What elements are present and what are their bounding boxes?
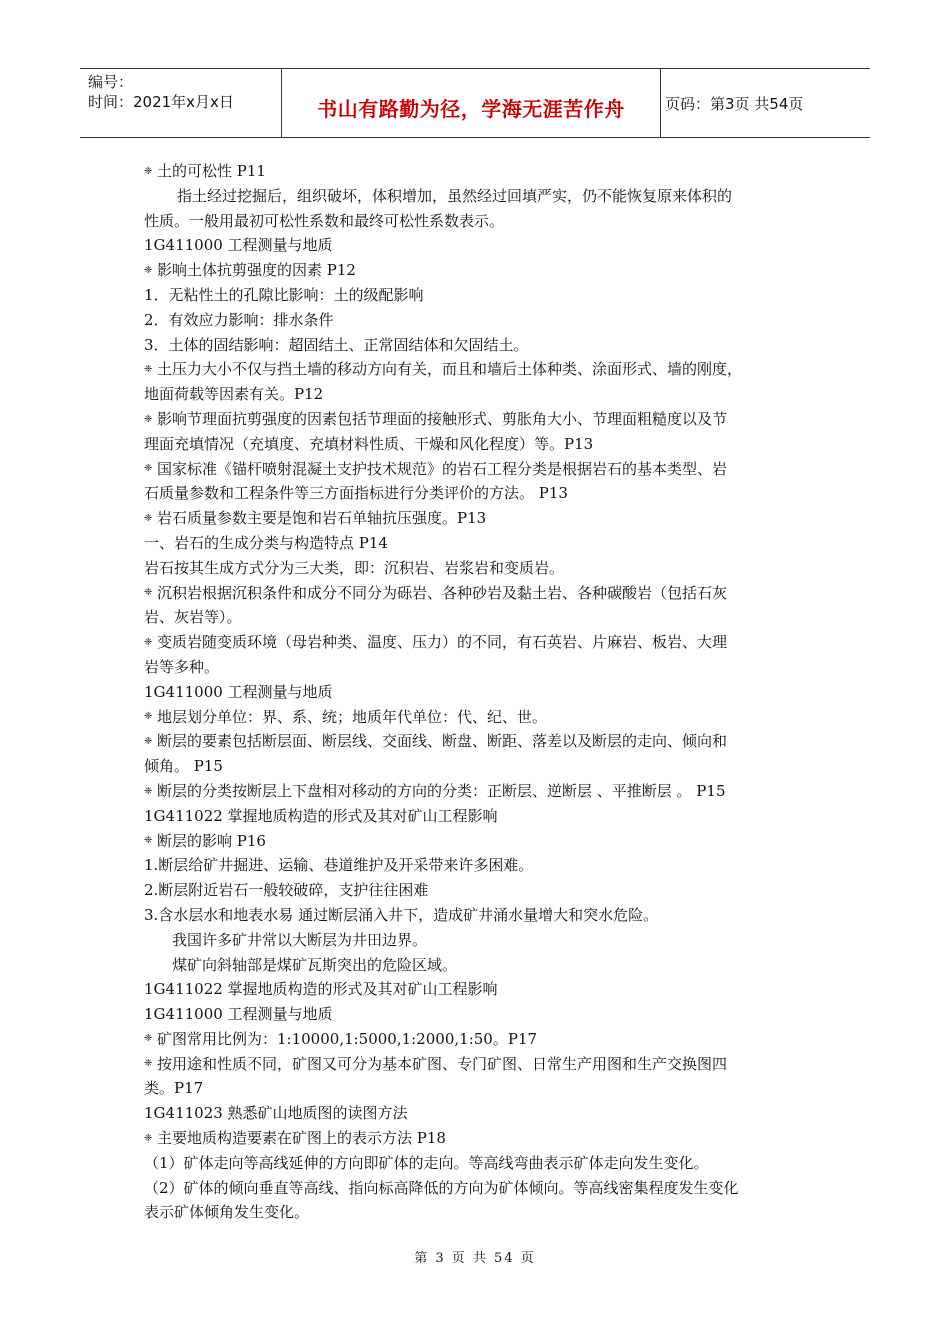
bullet-icon: ❈ xyxy=(144,463,153,475)
line-text: 类。P17 xyxy=(144,1079,204,1098)
bullet-icon: ❈ xyxy=(144,735,153,747)
text-line xyxy=(144,1101,816,1126)
text-line xyxy=(144,382,816,407)
header-motto: 书山有路勤为径，学海无涯苦作舟 xyxy=(317,97,625,121)
bullet-icon: ❈ xyxy=(144,587,153,599)
text-line xyxy=(144,705,816,730)
header-page-info: 页码：第3页 共54页 xyxy=(665,95,804,113)
text-line xyxy=(144,1027,816,1052)
line-text: 地面荷载等因素有关。P12 xyxy=(144,385,324,404)
line-text: 我国许多矿井常以大断层为井田边界。 xyxy=(172,930,428,949)
bullet-icon: ❈ xyxy=(144,785,153,797)
bullet-icon: ❈ xyxy=(144,264,153,276)
line-text: 1G411023 熟悉矿山地质图的读图方法 xyxy=(144,1104,408,1123)
text-line xyxy=(144,1176,816,1201)
bullet-icon: ❈ xyxy=(144,413,153,425)
line-text: 煤矿向斜轴部是煤矿瓦斯突出的危险区域。 xyxy=(172,955,458,974)
text-line xyxy=(144,308,816,333)
line-text: 表示矿体倾角发生变化。 xyxy=(144,1203,310,1222)
text-line xyxy=(144,233,816,258)
bullet-icon: ❈ xyxy=(144,363,153,375)
line-text: 按用途和性质不同，矿图又可分为基本矿图、专门矿图、日常生产用图和生产交换图四 xyxy=(157,1054,728,1073)
text-line xyxy=(144,159,816,184)
line-text: 理面充填情况（充填度、充填材料性质、干燥和风化程度）等。P13 xyxy=(144,434,594,453)
line-text: 岩石质量参数主要是饱和岩石单轴抗压强度。P13 xyxy=(157,509,487,528)
line-text: 倾角。 P15 xyxy=(144,757,223,776)
line-text: 1G411000 工程测量与地质 xyxy=(144,682,333,701)
line-text: 1G411022 掌握地质构造的形式及其对矿山工程影响 xyxy=(144,806,498,825)
text-line xyxy=(144,779,816,804)
text-line xyxy=(144,804,816,829)
text-line xyxy=(144,258,816,283)
line-text: 地层划分单位：界、系、统；地质年代单位：代、纪、世。 xyxy=(157,707,548,726)
text-line xyxy=(144,903,816,928)
text-line xyxy=(144,581,816,606)
text-line xyxy=(144,209,816,234)
line-text: 1G411022 掌握地质构造的形式及其对矿山工程影响 xyxy=(144,980,498,999)
line-text: 断层的分类按断层上下盘相对移动的方向的分类：正断层、逆断层 、平推断层 。 P15 xyxy=(157,781,726,800)
line-text: （1）矿体走向等高线延伸的方向即矿体的走向。等高线弯曲表示矿体走向发生变化。 xyxy=(144,1153,709,1172)
line-text: 指土经过挖掘后，组织破坏，体积增加，虽然经过回填严实，仍不能恢复原来体积的 xyxy=(177,186,733,205)
line-text: 土压力大小不仅与挡土墙的移动方向有关，而且和墙后土体种类、涂面形式、墙的刚度， xyxy=(157,360,743,379)
line-text: 主要地质构造要素在矿图上的表示方法 P18 xyxy=(157,1129,446,1148)
line-text: 1G411000 工程测量与地质 xyxy=(144,236,333,255)
page-footer: 第 3 页 共 54 页 xyxy=(414,1251,536,1266)
text-line xyxy=(144,432,816,457)
text-line xyxy=(144,605,816,630)
bullet-icon: ❈ xyxy=(144,1058,153,1070)
line-text: 石质量参数和工程条件等三方面指标进行分类评价的方法。 P13 xyxy=(144,484,568,503)
header-page-cell xyxy=(661,69,870,137)
text-line xyxy=(144,1002,816,1027)
line-text: 2.断层附近岩石一般较破碎，支护往往困难 xyxy=(144,881,429,900)
line-text: 土的可松性 P11 xyxy=(157,162,266,180)
line-text: 1G411000 工程测量与地质 xyxy=(144,1005,333,1024)
text-line xyxy=(144,357,816,382)
text-line xyxy=(144,184,816,209)
bullet-icon: ❈ xyxy=(144,1033,153,1045)
text-line xyxy=(144,333,816,358)
text-line xyxy=(144,754,816,779)
text-line xyxy=(144,481,816,506)
line-text: 1.断层给矿井掘进、运输、巷道维护及开采带来许多困难。 xyxy=(144,856,534,875)
line-text: 岩石按其生成方式分为三大类，即：沉积岩、岩浆岩和变质岩。 xyxy=(144,558,565,577)
line-text: 性质。一般用最初可松性系数和最终可松性系数表示。 xyxy=(144,211,505,230)
text-line xyxy=(144,1200,816,1225)
text-line xyxy=(144,878,816,903)
text-line xyxy=(144,531,816,556)
text-line xyxy=(144,630,816,655)
line-text: 1．无粘性土的孔隙比影响：土的级配影响 xyxy=(144,285,424,304)
text-line xyxy=(144,655,816,680)
bullet-icon: ❈ xyxy=(144,1132,153,1144)
line-text: 2．有效应力影响：排水条件 xyxy=(144,310,334,329)
line-text: 3.含水层水和地表水易 通过断层涌入井下，造成矿井涌水量增大和突水危险。 xyxy=(144,905,659,924)
bullet-icon: ❈ xyxy=(144,711,153,723)
line-text: 一、岩石的生成分类与构造特点 P14 xyxy=(144,533,388,552)
line-text: 变质岩随变质环境（母岩种类、温度、压力）的不同，有石英岩、片麻岩、板岩、大理 xyxy=(157,633,728,652)
bullet-icon: ❈ xyxy=(144,835,153,847)
text-line xyxy=(144,283,816,308)
text-line xyxy=(144,853,816,878)
text-line xyxy=(144,506,816,531)
text-line xyxy=(144,457,816,482)
bullet-icon: ❈ xyxy=(144,512,153,524)
document-body xyxy=(144,159,816,1225)
line-text: 国家标准《锚杆喷射混凝土支护技术规范》的岩石工程分类是根据岩石的基本类型、岩 xyxy=(157,459,728,478)
text-line xyxy=(144,407,816,432)
text-line xyxy=(144,680,816,705)
line-text: 影响土体抗剪强度的因素 P12 xyxy=(157,261,356,280)
line-text: 沉积岩根据沉积条件和成分不同分为砾岩、各种砂岩及黏土岩、各种碳酸岩（包括石灰 xyxy=(157,583,728,602)
text-line xyxy=(144,977,816,1002)
line-text: 矿图常用比例为：1:10000,1:5000,1:2000,1:50。P17 xyxy=(157,1029,538,1048)
text-line xyxy=(144,829,816,854)
document-number-label: 编号： xyxy=(88,73,134,91)
line-text: 影响节理面抗剪强度的因素包括节理面的接触形式、剪胀角大小、节理面粗糙度以及节 xyxy=(157,409,728,428)
page-header xyxy=(80,68,870,138)
line-text: 3．土体的固结影响：超固结土、正常固结体和欠固结土。 xyxy=(144,335,529,354)
text-line xyxy=(144,556,816,581)
text-line xyxy=(144,1151,816,1176)
line-text: 断层的要素包括断层面、断层线、交面线、断盘、断距、落差以及断层的走向、倾向和 xyxy=(157,732,728,751)
line-text: 断层的影响 P16 xyxy=(157,831,266,850)
document-date-label: 时间：2021年x月x日 xyxy=(88,93,234,111)
line-text: 岩、灰岩等）。 xyxy=(144,608,242,627)
text-line xyxy=(144,729,816,754)
text-line xyxy=(144,953,816,978)
text-line xyxy=(144,1076,816,1101)
bullet-icon: ❈ xyxy=(144,636,153,648)
header-motto-cell xyxy=(282,69,661,137)
header-info-cell xyxy=(80,69,282,137)
line-text: （2）矿体的倾向垂直等高线、指向标高降低的方向为矿体倾向。等高线密集程度发生变化 xyxy=(144,1178,739,1197)
bullet-icon: ❈ xyxy=(144,165,153,177)
text-line xyxy=(144,1126,816,1151)
line-text: 岩等多种。 xyxy=(144,657,220,676)
text-line xyxy=(144,1052,816,1077)
text-line xyxy=(144,928,816,953)
